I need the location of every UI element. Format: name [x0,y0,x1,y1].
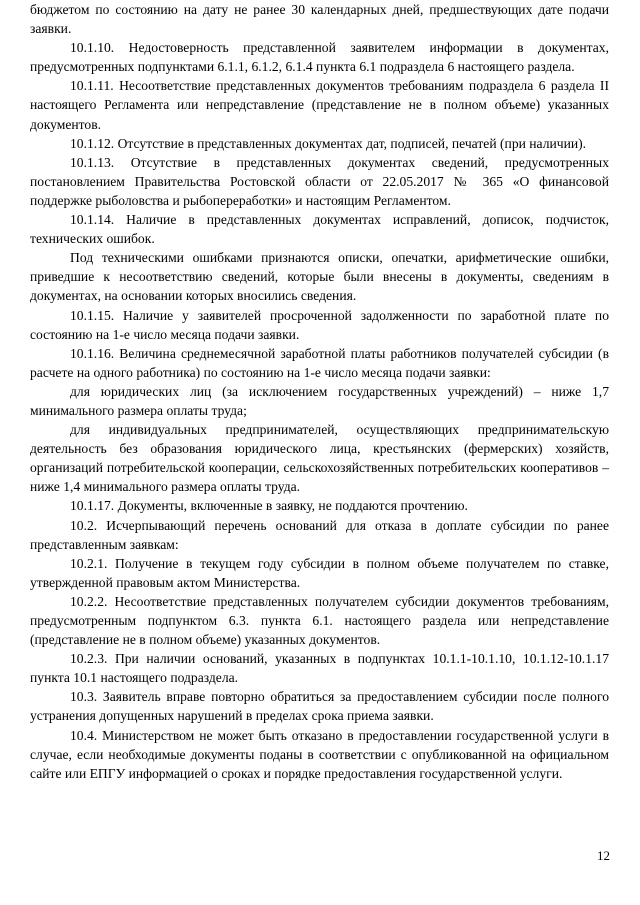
paragraph: 10.2.3. При наличии оснований, указанных в подпунктах 10.1.1-10.1.10, 10.1.12-10.1.17 пункта 10.1 настоящего подраздела. [30,651,609,686]
paragraph: для индивидуальных предпринимателей, осуществляющих предпринимательскую деятельность без образования юридического лица, крестьянских (фермерских) хозяйств, организаций потребительской кооперации, сельскохозяйственных потребительских кооперативов – ниже 1,4 минимального размера оплаты труда. [30,422,609,495]
paragraph: 10.1.16. Величина среднемесячной заработной платы работников получателей субсидии (в расчете на одного работника) по состоянию на 1-е число месяца подачи заявки: [30,345,609,380]
paragraph: Под техническими ошибками признаются описки, опечатки, арифметические ошибки, приведшие к несоответствию сведений, которые были внесены в документы, сведениям в документах, на основании которых вносились сведения. [30,250,609,304]
paragraph: для юридических лиц (за исключением государственных учреждений) – ниже 1,7 минимального размера оплаты труда; [30,383,609,418]
document-body [30,0,609,783]
paragraph: 10.1.12. Отсутствие в представленных документах дат, подписей, печатей (при наличии). [70,135,587,151]
paragraph: 10.1.17. Документы, включенные в заявку, не поддаются прочтению. [70,498,468,514]
paragraph: 10.1.11. Несоответствие представленных документов требованиям подраздела 6 раздела II настоящего Регламента или непредставление (представление не в полном объеме) указанных документов. [30,78,609,132]
paragraph: 10.1.13. Отсутствие в представленных документах сведений, предусмотренных постановлением Правительства Ростовской области от 22.05.2017 № 365 «О финансовой поддержке рыболовства и рыбопереработки» и настоящим Регламентом. [30,154,609,208]
page-number: 12 [597,848,610,863]
paragraph: 10.2. Исчерпывающий перечень оснований для отказа в доплате субсидии по ранее представленным заявкам: [30,517,609,552]
paragraph: 10.3. Заявитель вправе повторно обратиться за предоставлением субсидии после полного устранения допущенных нарушений в пределах срока приема заявки. [30,689,609,724]
paragraph: 10.2.2. Несоответствие представленных получателем субсидии документов требованиям, предусмотренным подпунктом 6.3. пункта 6.1. настоящего раздела или непредставление (представление не в полном объеме) указанных документов. [30,593,609,648]
paragraph: 10.1.10. Недостоверность представленной заявителем информации в документах, предусмотренных подпунктами 6.1.1, 6.1.2, 6.1.4 пункта 6.1 подраздела 6 настоящего раздела. [30,40,609,75]
paragraph: 10.1.14. Наличие в представленных документах исправлений, дописок, подчисток, технических ошибок. [30,212,609,247]
paragraph: 10.2.1. Получение в текущем году субсидии в полном объеме получателем по ставке, утвержденной правовым актом Министерства. [30,555,609,590]
paragraph: бюджетом по состоянию на дату не ранее 30 календарных дней, предшествующих дате подачи заявки. [30,2,609,37]
paragraph: 10.1.15. Наличие у заявителей просроченной задолженности по заработной плате по состоянию на 1-е число месяца подачи заявки. [30,307,609,342]
paragraph: 10.4. Министерством не может быть отказано в предоставлении государственной услуги в случае, если необходимые документы поданы в соответствии с опубликованной на официальном сайте или ЕПГУ информацией о сроках и порядке предоставления государственной услуги. [30,727,609,781]
